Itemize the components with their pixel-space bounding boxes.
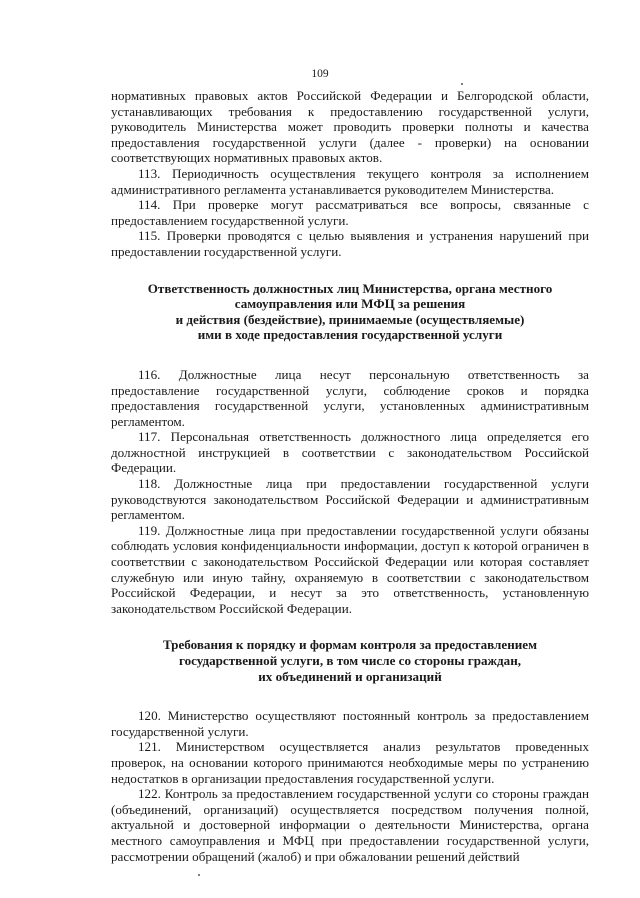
scan-speck — [461, 83, 463, 85]
heading-line: их объединений и организаций — [258, 668, 442, 684]
section-heading-responsibility — [111, 281, 589, 343]
paragraph-119: 119. Должностные лица при предоставлении государственной услуги обязаны соблюдать условия конфиденциальности информации, доступ к которой ограничен в соответствии с законодательством Российской Федерации или которая составляет служебную или иную тайну, охраняемую в соответствии с законодательством Российской Федерации, и несут за это ответственность, установленную законодательством Российской Федерации. — [111, 522, 589, 616]
heading-line: ими в ходе предоставления государственной услуги — [197, 327, 503, 343]
scan-speck — [198, 874, 200, 876]
paragraph-118: 118. Должностные лица при предоставлении государственной услуги руководствуются законодательством Российской Федерации и административным регламентом. — [111, 476, 589, 523]
spacer — [111, 260, 589, 281]
heading-line: самоуправления или МФЦ за решения — [234, 296, 466, 312]
spacer — [111, 616, 589, 637]
heading-line: государственной услуги, в том числе со стороны граждан, — [178, 653, 522, 668]
spacer — [111, 684, 589, 708]
paragraph-115: 115. Проверки проводятся с целью выявления и устранения нарушений при предоставлении государственной услуги. — [111, 228, 589, 259]
paragraph-120: 120. Министерство осуществляют постоянный контроль за предоставлением государственной услуги. — [111, 708, 589, 739]
section-heading-control-requirements — [111, 637, 589, 684]
heading-line: и действия (бездействие), принимаемые (осуществляемые) — [175, 311, 525, 327]
page-number: 109 — [311, 68, 329, 80]
paragraph-114: 114. При проверке могут рассматриваться все вопросы, связанные с предоставлением государственной услуги. — [111, 197, 589, 228]
paragraph-122: 122. Контроль за предоставлением государственной услуги со стороны граждан (объединений, организаций) осуществляется посредством получения полной, актуальной и достоверной информации о деятельности Министерства, органа местного самоуправления и МФЦ при предоставлении государственной услуги, рассмотрении обращений (жалоб) и при обжаловании решений действий — [111, 786, 589, 864]
spacer — [111, 343, 589, 367]
heading-line: Ответственность должностных лиц Министерства, органа местного — [147, 280, 553, 296]
paragraph-117: 117. Персональная ответственность должностного лица определяется его должностной инструкцией в соответствии с законодательством Российской Федерации. — [111, 429, 589, 476]
paragraph-113: 113. Периодичность осуществления текущего контроля за исполнением административного регламента устанавливается руководителем Министерства. — [111, 165, 589, 197]
paragraph-121: 121. Министерством осуществляется анализ результатов проведенных проверок, на основании которого принимаются необходимые меры по устранению недостатков в организации предоставления государственной услуги. — [111, 739, 589, 786]
paragraph-112-continuation: нормативных правовых актов Российской Федерации и Белгородской области, устанавливающих требования к предоставлению государственной услуги, руководитель Министерства может проводить проверки полноты и качества предоставления государственной услуги (далее - проверки) на основании соответствующих нормативных правовых актов. — [111, 88, 589, 166]
page-content — [111, 88, 589, 864]
heading-line: Требования к порядку и формам контроля за предоставлением — [162, 637, 538, 653]
paragraph-116: 116. Должностные лица несут персональную ответственность за предоставление государственной услуги, соблюдение сроков и порядка предоставления государственной услуги, установленных административным регламентом. — [111, 366, 589, 429]
